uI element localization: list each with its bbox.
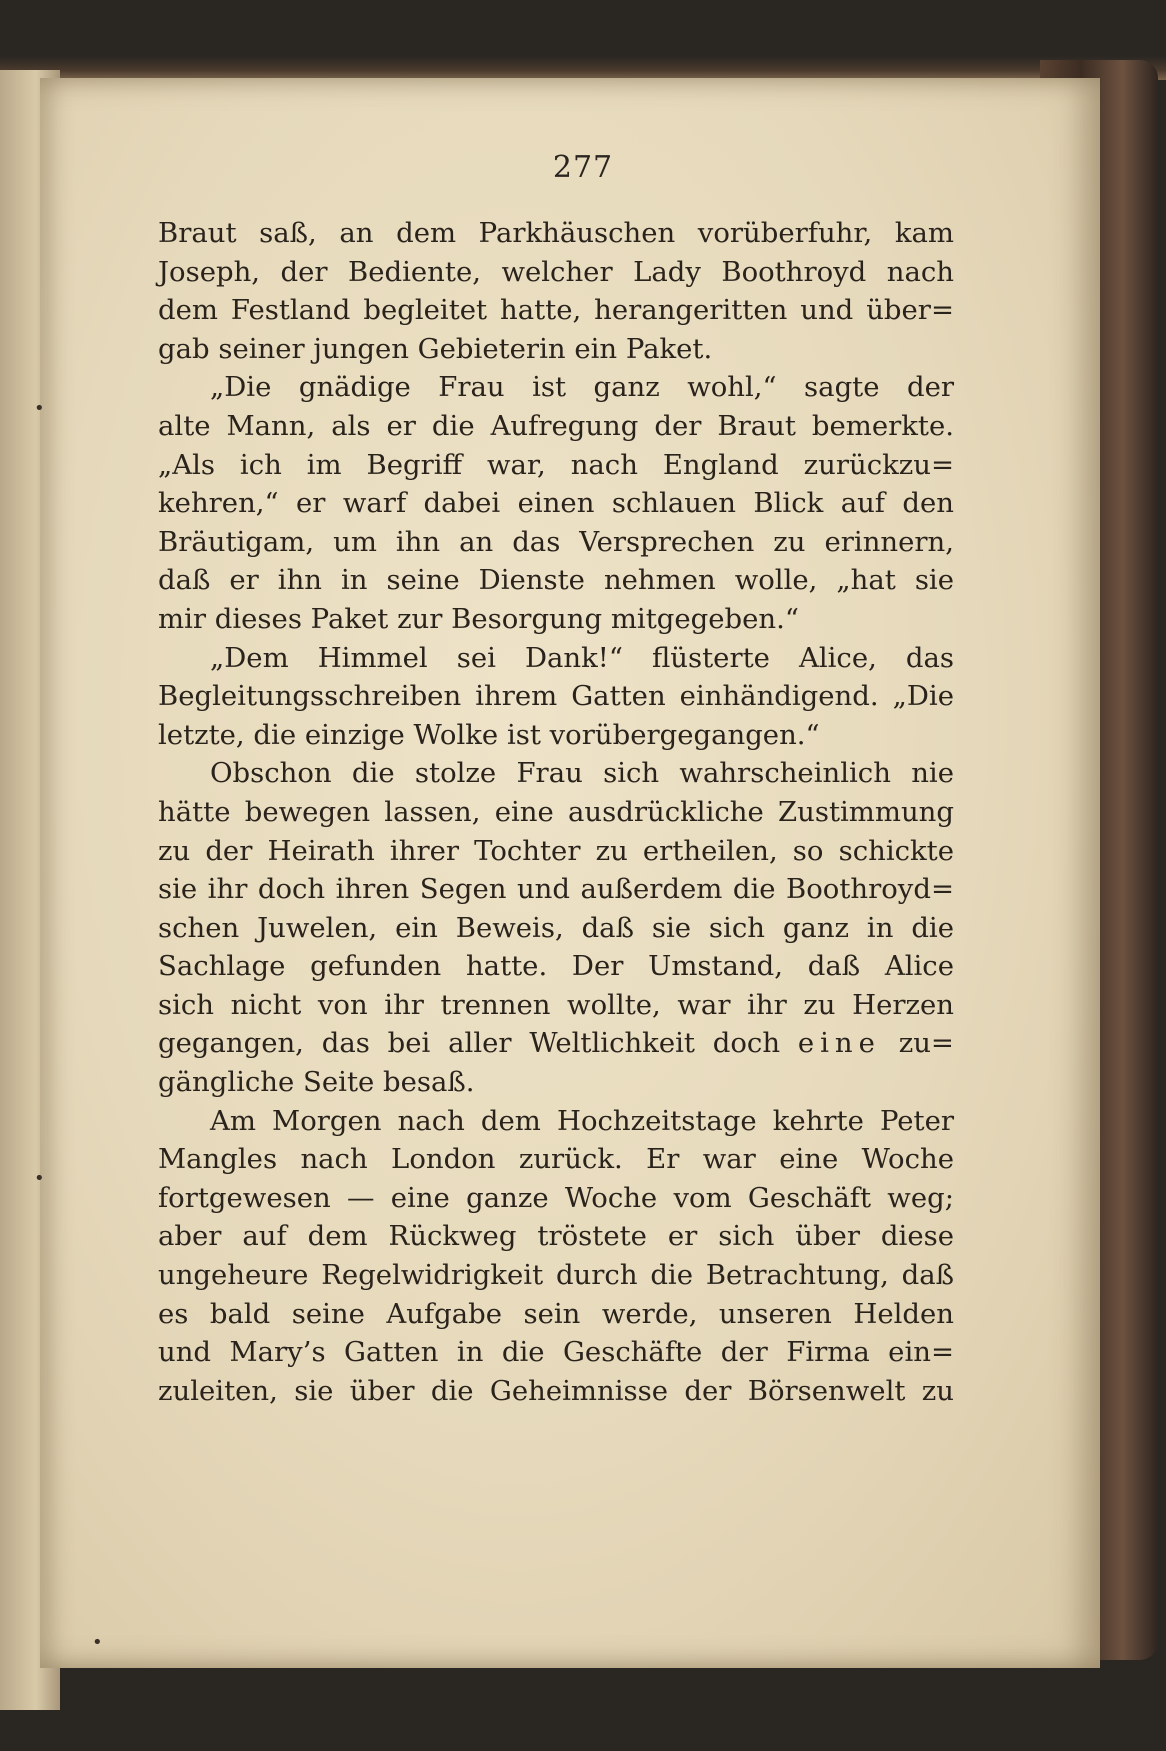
text-line: kehren,“ er warf dabei einen schlauen Blick auf den [158, 487, 954, 520]
text-line: Am Morgen nach dem Hochzeitstage kehrte Peter [210, 1104, 954, 1137]
margin-dot-mark: • [92, 1632, 103, 1653]
page-number: 277 [552, 150, 614, 185]
text-line: Begleitungsschreiben ihrem Gatten einhändigend. „Die [158, 680, 954, 713]
text-line: daß er ihn in seine Dienste nehmen wolle, „hat sie [158, 564, 954, 597]
text-line: Braut saß, an dem Parkhäuschen vorüberfuhr, kam [158, 217, 954, 249]
text-line: ungeheure Regelwidrigkeit durch die Betrachtung, daß [158, 1259, 954, 1292]
text-line: gab seiner jungen Gebieterin ein Paket. [158, 332, 713, 365]
emphasized-word: eine [797, 1027, 881, 1060]
text-line: letzte, die einzige Wolke ist vorübergegangen.“ [158, 718, 820, 751]
text-line: „Die gnädige Frau ist ganz wohl,“ sagte der [210, 371, 954, 404]
text-line: sich nicht von ihr trennen wollte, war ihr zu Herzen [158, 988, 954, 1021]
text-line: Joseph, der Bediente, welcher Lady Boothroyd nach [158, 255, 954, 288]
text-line: schen Juwelen, ein Beweis, daß sie sich ganz in die [158, 911, 954, 944]
text-line: es bald seine Aufgabe sein werde, unseren Helden [158, 1297, 954, 1330]
text-line: Mangles nach London zurück. Er war eine Woche [158, 1143, 954, 1176]
text-line: sie ihr doch ihren Segen und außerdem die Boothroyd= [158, 873, 954, 906]
text-line: zuleiten, sie über die Geheimnisse der Börsenwelt zu [158, 1374, 954, 1407]
text-line: hätte bewegen lassen, eine ausdrückliche Zustimmung [158, 795, 954, 828]
text-line: zu der Heirath ihrer Tochter zu ertheilen, so schickte [158, 834, 954, 867]
text-line: fortgewesen — eine ganze Woche vom Geschäft weg; [158, 1181, 954, 1214]
text-line: aber auf dem Rückweg tröstete er sich über diese [158, 1220, 954, 1253]
text-line [158, 1024, 954, 1063]
book-top-edge [0, 56, 1166, 80]
text-line: und Mary’s Gatten in die Geschäfte der Firma ein= [158, 1336, 954, 1369]
text-segment: zu= [898, 1027, 954, 1060]
text-line: gängliche Seite besaß. [158, 1066, 475, 1099]
text-line: Bräutigam, um ihn an das Versprechen zu erinnern, [158, 525, 954, 558]
text-line: mir dieses Paket zur Besorgung mitgegeben.“ [158, 602, 799, 635]
text-line: „Als ich im Begriff war, nach England zurückzu= [158, 448, 954, 481]
text-line: Sachlage gefunden hatte. Der Umstand, daß Alice [158, 950, 954, 983]
margin-dot-mark: • [34, 1168, 45, 1189]
margin-dot-mark: • [34, 398, 45, 419]
text-line: alte Mann, als er die Aufregung der Braut bemerkte. [158, 409, 954, 442]
text-segment: gegangen, das bei aller Weltlichkeit doch [158, 1027, 781, 1060]
text-line: dem Festland begleitet hatte, herangeritten und über= [158, 294, 954, 327]
body-text [158, 214, 954, 1410]
text-line: Obschon die stolze Frau sich wahrscheinlich nie [210, 757, 954, 790]
text-line: „Dem Himmel sei Dank!“ flüsterte Alice, das [210, 641, 954, 674]
